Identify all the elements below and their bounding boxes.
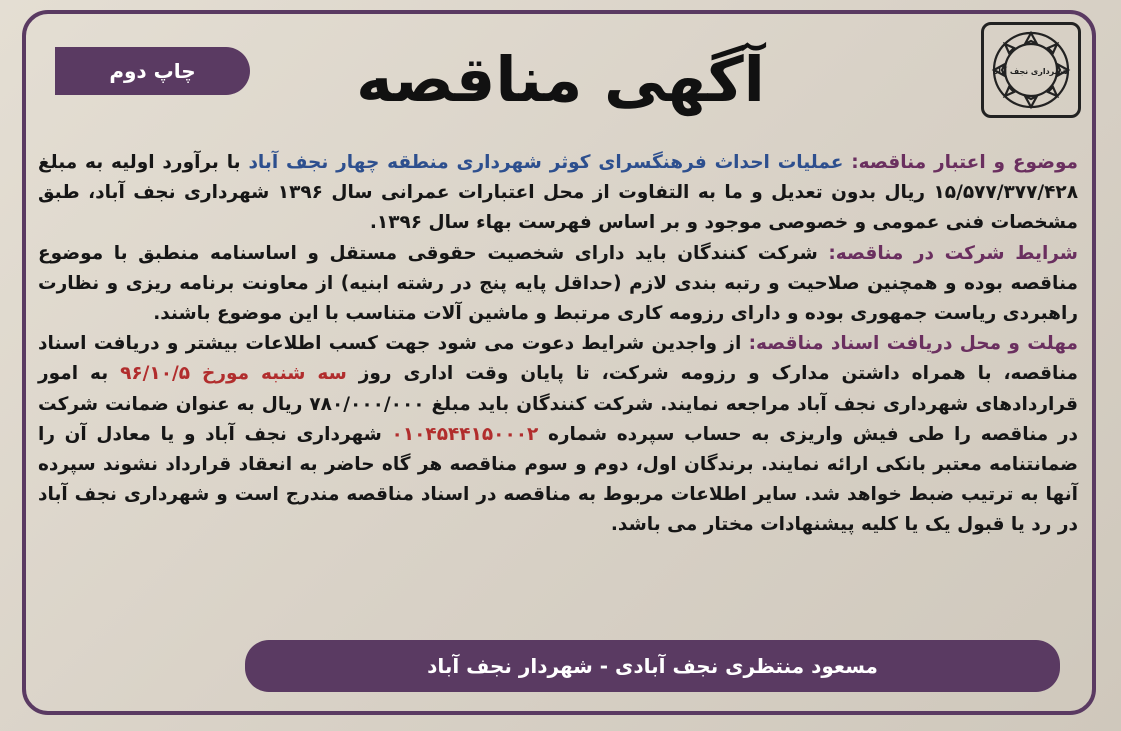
deadline-date: سه شنبه مورخ ۹۶/۱۰/۵: [120, 363, 347, 385]
conditions-heading: شرایط شرکت در مناقصه:: [828, 242, 1078, 264]
subject-heading: موضوع و اعتبار مناقصه:: [851, 152, 1078, 173]
conditions-text: شرکت کنندگان باید دارای شخصیت حقوقی مستقل و اساسنامه منطبق با موضوع مناقصه بوده و همچنین صلاحیت و رتبه بندی لازم (حداقل پایه پنج در رشته ابنیه) از معاونت برنامه ریزی و نظارت راهبردی ریاست جمهوری بوده و دارای رزومه کاری مرتبط و ماشین آلات متناسب با این موضوع باشند.: [38, 242, 1078, 325]
deadline-heading: مهلت و محل دریافت اسناد مناقصه:: [748, 333, 1079, 355]
conditions-paragraph: [38, 239, 1078, 330]
subject-paragraph: [38, 148, 1078, 239]
account-number: ۰۱۰۴۵۴۴۱۵۰۰۰۲: [391, 423, 539, 445]
deadline-text-3: شهرداری نجف آباد و یا معادل آن را ضمانتنامه معتبر بانکی ارائه نمایند. برندگان اول، دوم و سوم مناقصه هر گاه حاضر به انعقاد قرارداد نشوند سپرده آنها به ترتیب ضبط خواهد شد. سایر اطلاعات مربوط به مناقصه در اسناد مناقصه مندرج است و شهرداری نجف آباد در رد یا قبول یک یا کلیه پیشنهادات مختار می باشد.: [38, 423, 1078, 536]
deadline-text-1: از واجدین شرایط دعوت می شود جهت کسب اطلاعات بیشتر و دریافت اسناد مناقصه، با همراه داشتن مدارک و رزومه شرکت، تا پایان وقت اداری روز: [38, 333, 1078, 385]
deadline-text-2: به امور قراردادهای شهرداری نجف آباد مراجعه نمایند. شرکت کنندگان باید مبلغ ۷۸۰/۰۰۰/۰۰۰ ریال به عنوان ضمانت شرکت در مناقصه را طی فیش واریزی به حساب سپرده شماره: [38, 363, 1079, 445]
logo-text: شهرداری نجف آباد: [994, 67, 1068, 76]
signature-bar: مسعود منتظری نجف آبادی - شهردار نجف آباد: [245, 640, 1060, 692]
deadline-paragraph: [38, 329, 1078, 540]
project-title: عملیات احداث فرهنگسرای کوثر شهرداری منطقه چهار نجف آباد: [248, 152, 852, 173]
subject-text: با برآورد اولیه به مبلغ ۱۵/۵۷۷/۳۷۷/۴۲۸ ریال بدون تعدیل و ما به التفاوت از محل اعتبارات عمرانی سال ۱۳۹۶ شهرداری نجف آباد، طبق مشخصات فنی عمومی و خصوصی موجود و بر اساس فهرست بهاء سال ۱۳۹۶.: [38, 152, 1078, 234]
edition-badge: چاپ دوم: [55, 47, 250, 95]
municipality-seal-icon: [990, 29, 1072, 111]
notice-body: [38, 148, 1078, 541]
notice-title: آگهی مناقصه: [356, 43, 765, 116]
municipality-logo: [981, 22, 1081, 118]
